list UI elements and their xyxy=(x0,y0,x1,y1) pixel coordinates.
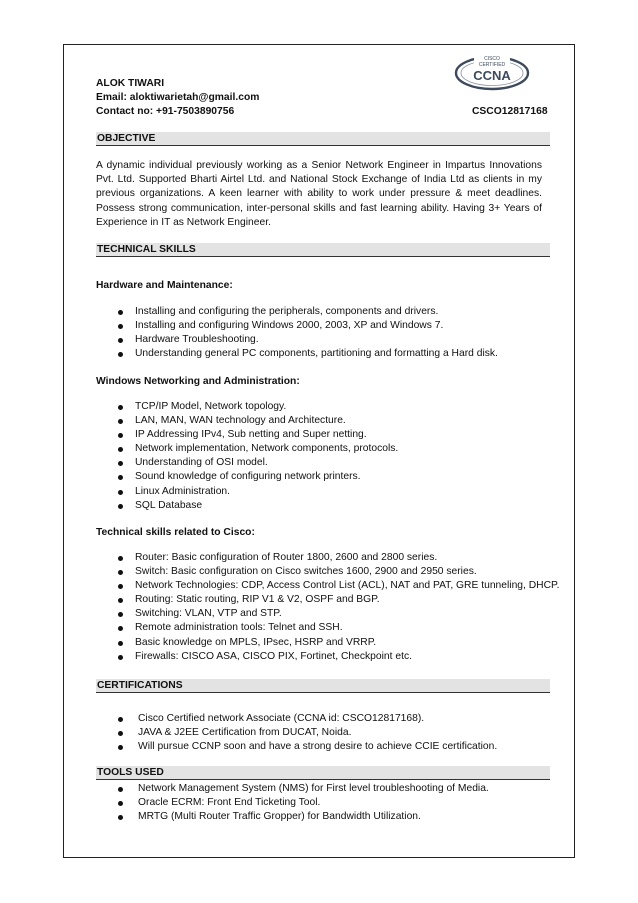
cisco-ccna-logo xyxy=(452,52,532,92)
bullet-icon xyxy=(118,787,123,792)
list-item-text: Understanding of OSI model. xyxy=(135,457,268,469)
bullet-icon xyxy=(118,717,123,722)
hardware-subheading: Hardware and Maintenance: xyxy=(96,280,233,291)
cisco-id: CSCO12817168 xyxy=(472,106,548,117)
list-item-text: Firewalls: CISCO ASA, CISCO PIX, Fortinet, Checkpoint etc. xyxy=(135,650,412,662)
list-item xyxy=(135,485,398,499)
list-item-text: Cisco Certified network Associate (CCNA id: CSCO12817168). xyxy=(138,713,425,724)
bullet-icon xyxy=(118,556,123,561)
list-item xyxy=(135,636,559,650)
list-item xyxy=(138,810,489,824)
list-item-text: Network Management System (NMS) for First level troubleshooting of Media. xyxy=(138,783,489,794)
objective-text: A dynamic individual previously working as a Senior Network Engineer in Impartus Innovations Pvt. Ltd. Supported Bharti Airtel Ltd. and National Stock Exchange of India Ltd as clients in my previous organizations. A keen learner with ability to work under pressure & meet deadlines. Possess strong communication, inter-personal skills and fast learning ability. Having 3+ Years of Experience in IT as Network Engineer. xyxy=(96,160,542,228)
list-item-text: Installing and configuring the peripherals, components and drivers. xyxy=(135,306,439,317)
list-item xyxy=(135,442,398,456)
logo-ccna-text: CCNA xyxy=(473,68,511,83)
bullet-icon xyxy=(118,504,123,509)
list-item xyxy=(135,414,398,428)
list-item-text: Installing and configuring Windows 2000, 2003, XP and Windows 7. xyxy=(135,320,444,332)
list-item-text: Routing: Static routing, RIP V1 & V2, OSPF and BGP. xyxy=(135,594,380,606)
bullet-icon xyxy=(118,405,123,410)
list-item xyxy=(135,650,559,664)
list-item xyxy=(135,593,559,607)
windows-list xyxy=(135,400,398,513)
list-item-text: Remote administration tools: Telnet and SSH. xyxy=(135,622,343,634)
tools-list xyxy=(138,782,489,824)
list-item xyxy=(135,499,398,513)
contact-line: Contact no: +91-7503890756 xyxy=(96,106,235,117)
email-line: Email: aloktiwarietah@gmail.com xyxy=(96,92,260,103)
certifications-list xyxy=(138,712,497,754)
list-item xyxy=(135,470,398,484)
objective-heading: OBJECTIVE xyxy=(96,132,550,146)
bullet-icon xyxy=(118,310,123,315)
windows-subheading: Windows Networking and Administration: xyxy=(96,376,300,387)
list-item-text: TCP/IP Model, Network topology. xyxy=(135,401,287,412)
list-item-text: Basic knowledge on MPLS, IPsec, HSRP and VRRP. xyxy=(135,636,377,648)
list-item xyxy=(135,333,498,347)
list-item xyxy=(135,551,559,565)
list-item xyxy=(138,740,497,754)
list-item xyxy=(135,565,559,579)
list-item xyxy=(135,319,498,333)
list-item-text: IP Addressing IPv4, Sub netting and Super netting. xyxy=(135,429,367,441)
tools-heading: TOOLS USED xyxy=(96,766,550,780)
list-item xyxy=(138,726,497,740)
list-item-text: Will pursue CCNP soon and have a strong desire to achieve CCIE certification. xyxy=(138,741,498,753)
list-item-text: Sound knowledge of configuring network printers. xyxy=(135,471,361,483)
list-item-text: Hardware Troubleshooting. xyxy=(135,334,259,346)
list-item xyxy=(138,796,489,810)
cisco-subheading: Technical skills related to Cisco: xyxy=(96,527,255,538)
certifications-heading: CERTIFICATIONS xyxy=(96,679,550,693)
list-item-text: Understanding general PC components, partitioning and formatting a Hard disk. xyxy=(135,348,498,360)
candidate-name: ALOK TIWARI xyxy=(96,78,165,89)
logo-certified-text: CERTIFIED xyxy=(478,62,506,68)
list-item-text: Linux Administration. xyxy=(135,485,231,497)
list-item xyxy=(135,607,559,621)
bullet-icon xyxy=(118,641,123,646)
list-item-text: Router: Basic configuration of Router 1800, 2600 and 2800 series. xyxy=(135,552,438,563)
list-item xyxy=(135,456,398,470)
list-item xyxy=(138,712,497,726)
list-item-text: Switch: Basic configuration on Cisco switches 1600, 2900 and 2950 series. xyxy=(135,566,477,578)
bullet-icon xyxy=(118,655,123,660)
logo-cisco-text: CISCO xyxy=(484,56,500,62)
cisco-list xyxy=(135,551,559,664)
list-item-text: MRTG (Multi Router Traffic Gropper) for Bandwidth Utilization. xyxy=(138,811,421,823)
list-item-text: Switching: VLAN, VTP and STP. xyxy=(135,608,282,620)
bullet-icon xyxy=(118,490,123,495)
list-item xyxy=(135,305,498,319)
list-item xyxy=(138,782,489,796)
list-item xyxy=(135,621,559,635)
hardware-list xyxy=(135,305,498,361)
list-item xyxy=(135,579,559,593)
technical-skills-heading: TECHNICAL SKILLS xyxy=(96,243,550,257)
list-item-text: JAVA & J2EE Certification from DUCAT, Noida. xyxy=(138,727,352,739)
list-item xyxy=(135,400,398,414)
list-item xyxy=(135,347,498,361)
list-item xyxy=(135,428,398,442)
list-item-text: Network implementation, Network components, protocols. xyxy=(135,443,399,455)
list-item-text: LAN, MAN, WAN technology and Architecture. xyxy=(135,415,346,427)
list-item-text: Network Technologies: CDP, Access Control List (ACL), NAT and PAT, GRE tunneling, DHCP. xyxy=(135,580,560,592)
list-item-text: SQL Database xyxy=(135,499,203,511)
list-item-text: Oracle ECRM: Front End Ticketing Tool. xyxy=(138,797,321,809)
